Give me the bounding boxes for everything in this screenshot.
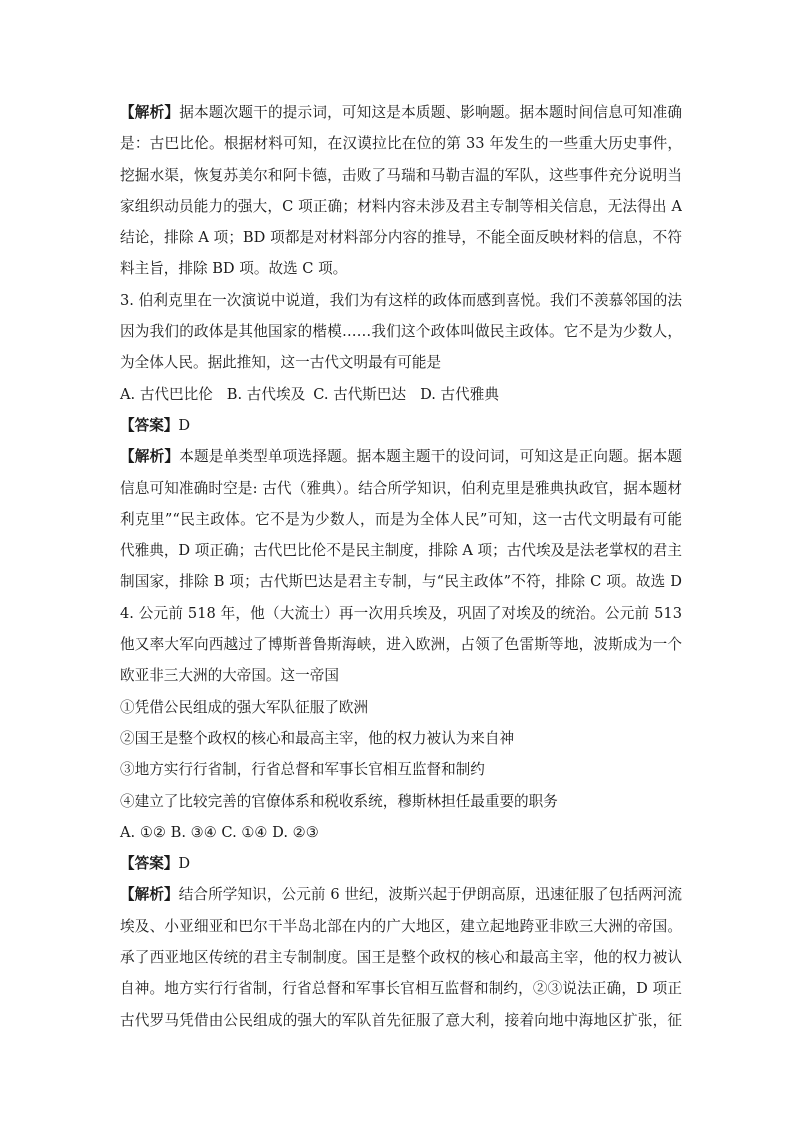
q3-option-a: A. 古代巴比伦 [120,385,213,403]
q4-analysis-line-4: 自神。地方实行行省制，行省总督和军事长官相互监督和制约，②③说法正确，D 项正 [120,980,682,998]
q3-option-b: B. 古代埃及 [226,385,306,403]
q3-stem-line-2: 因为我们的政体是其他国家的楷模……我们这个政体叫做民主政体。它不是为少数人， [120,323,682,341]
q4-options: A. ①② B. ③④ C. ①④ D. ②③ [120,823,319,841]
q3-option-c: C. 古代斯巴达 [313,385,407,403]
block1-line-6: 料主旨，排除 BD 项。故选 C 项。 [120,260,348,278]
q4-analysis-line-5: 古代罗马凭借由公民组成的强大的军队首先征服了意大利，接着向地中海地区扩张，征 [120,1011,682,1029]
analysis-tag: 【解析】 [120,448,180,466]
q4-answer [120,848,682,879]
block1-line-4: 家组织动员能力的强大，C 项正确；材料内容未涉及君主专制等相关信息，无法得出 A [120,197,682,215]
answer-tag: 【答案】 [120,416,179,434]
block1-line-1: 【解析】据本题次题干的提示词，可知这是本质题、影响题。据本题时间信息可知准确 [120,104,682,121]
q4-answer-value: D [178,855,191,873]
q4-stem-line-3: 欧亚非三大洲的大帝国。这一帝国 [120,667,339,685]
q4-statement-2: ②国王是整个政权的核心和最高主宰，他的权力被认为来自神 [120,729,515,747]
analysis-tag: 【解析】 [120,104,180,121]
q4-analysis-line-3: 承了西亚地区传统的君主专制制度。国王是整个政权的核心和最高主宰，他的权力被认 [120,949,682,967]
block1-line-2: 是：古巴比伦。根据材料可知，在汉谟拉比在位的第 33 年发生的一些重大历史事件， [120,135,682,153]
q3-analysis-line-3: 利克里”“民主政体。它不是为少数人，而是为全体人民”可知，这一古代文明最有可能 [120,510,682,528]
q4-statement-1: ①凭借公民组成的强大军队征服了欧洲 [120,698,369,716]
q3-option-d: D. 古代雅典 [420,385,499,403]
analysis-tag: 【解析】 [120,886,179,904]
answer-tag: 【答案】 [120,855,179,873]
q4-statement-4: ④建立了比较完善的官僚体系和税收系统，穆斯林担任最重要的职务 [120,792,558,810]
document-page [120,97,682,1036]
q3-stem-line-3: 为全体人民。据此推知，这一古代文明最有可能是 [120,354,442,372]
q3-answer-value: D [178,416,191,434]
q4-analysis-line-1: 【解析】结合所学知识，公元前 6 世纪，波斯兴起于伊朗高原，迅速征服了包括两河流 [120,886,682,904]
q4-stem-line-2: 他又率大军向西越过了博斯普鲁斯海峡，进入欧洲，占领了色雷斯等地，波斯成为一个 [120,636,682,654]
q4-analysis-line-2: 埃及、小亚细亚和巴尔干半岛北部在内的广大地区，建立起地跨亚非欧三大洲的帝国。 [120,917,682,935]
q4-statement-3: ③地方实行行省制，行省总督和军事长官相互监督和制约 [120,761,485,779]
q3-answer [120,410,682,441]
q3-analysis-line-1: 【解析】本题是单类型单项选择题。据本题主题干的设问词，可知这是正向题。据本题 [120,448,682,466]
q3-options [120,379,682,410]
block1-line-3: 挖掘水渠，恢复苏美尔和阿卡德，击败了马瑞和马勒吉温的军队，这些事件充分说明当 [120,166,682,184]
q4-stem-line-1: 4. 公元前 518 年，他（大流士）再一次用兵埃及，巩固了对埃及的统治。公元前 513 [120,604,682,622]
q3-stem-line-1: 3. 伯利克里在一次演说中说道，我们为有这样的政体而感到喜悦。我们不羡慕邻国的法 [120,291,682,309]
q3-analysis-line-5: 制国家，排除 B 项；古代斯巴达是君主专制，与“民主政体”不符，排除 C 项。故选 D [120,573,682,591]
block1-line-5: 结论，排除 A 项；BD 项都是对材料部分内容的推导，不能全面反映材料的信息，不符 [120,229,682,247]
q3-analysis-line-4: 代雅典，D 项正确；古代巴比伦不是民主制度，排除 A 项；古代埃及是法老掌权的君主 [120,542,682,560]
q3-analysis-line-2: 信息可知准确时空是: 古代（雅典）。结合所学知识，伯利克里是雅典执政官，据本题材 [120,479,682,497]
